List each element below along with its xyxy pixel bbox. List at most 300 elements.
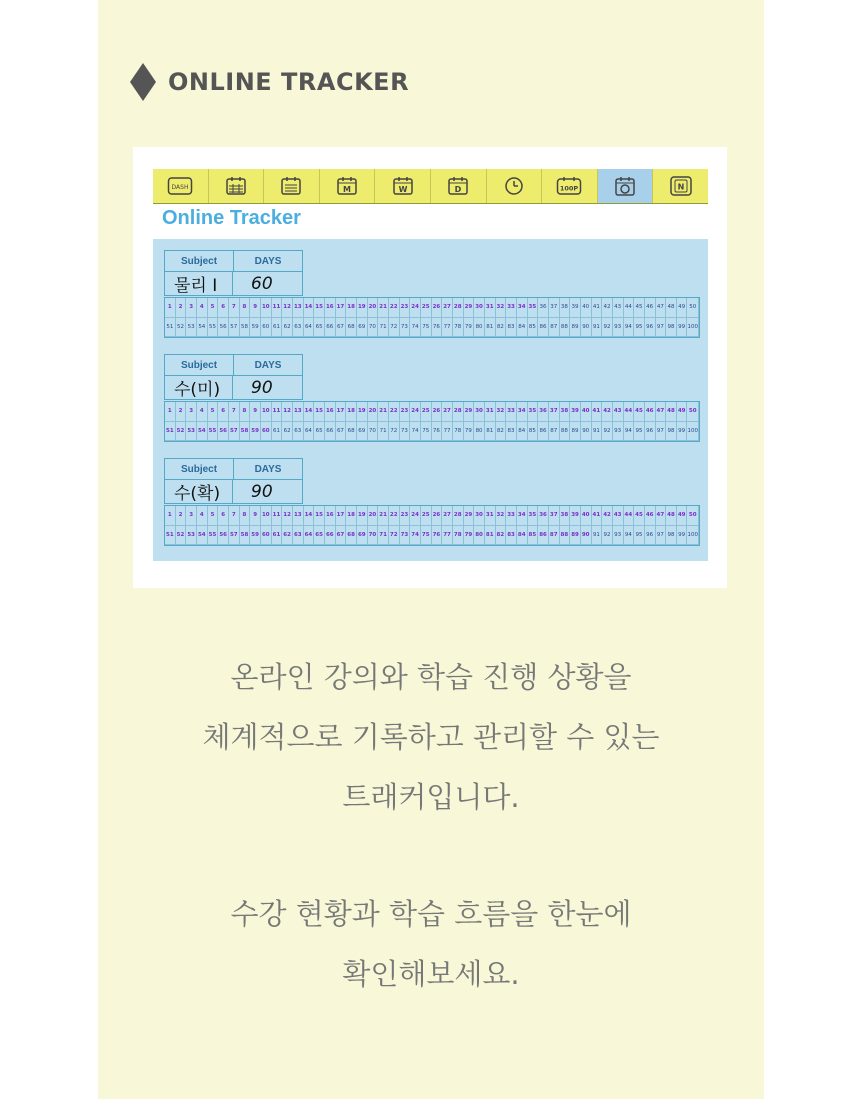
- day-cell-41[interactable]: 41: [592, 506, 603, 526]
- day-cell-72[interactable]: 72: [389, 422, 400, 442]
- day-cell-73[interactable]: 73: [400, 318, 411, 338]
- day-cell-66[interactable]: 66: [325, 318, 336, 338]
- day-cell-25[interactable]: 25: [421, 506, 432, 526]
- day-cell-93[interactable]: 93: [613, 526, 624, 546]
- day-cell-10[interactable]: 10: [261, 506, 272, 526]
- day-cell-22[interactable]: 22: [389, 506, 400, 526]
- day-cell-88[interactable]: 88: [560, 526, 571, 546]
- day-cell-16[interactable]: 16: [325, 298, 336, 318]
- day-cell-20[interactable]: 20: [368, 506, 379, 526]
- day-cell-3[interactable]: 3: [186, 402, 197, 422]
- day-cell-69[interactable]: 69: [357, 318, 368, 338]
- day-cell-17[interactable]: 17: [336, 298, 347, 318]
- day-cell-31[interactable]: 31: [485, 506, 496, 526]
- day-cell-20[interactable]: 20: [368, 298, 379, 318]
- day-cell-56[interactable]: 56: [218, 318, 229, 338]
- day-cell-68[interactable]: 68: [346, 318, 357, 338]
- day-cell-84[interactable]: 84: [517, 422, 528, 442]
- day-cell-12[interactable]: 12: [282, 402, 293, 422]
- day-cell-33[interactable]: 33: [506, 402, 517, 422]
- day-cell-54[interactable]: 54: [197, 318, 208, 338]
- day-cell-67[interactable]: 67: [336, 526, 347, 546]
- day-cell-28[interactable]: 28: [453, 506, 464, 526]
- day-cell-17[interactable]: 17: [336, 506, 347, 526]
- day-cell-38[interactable]: 38: [560, 506, 571, 526]
- day-cell-65[interactable]: 65: [314, 318, 325, 338]
- day-cell-78[interactable]: 78: [453, 318, 464, 338]
- day-cell-98[interactable]: 98: [666, 526, 677, 546]
- day-cell-2[interactable]: 2: [176, 402, 187, 422]
- tab-weekly[interactable]: [375, 169, 431, 203]
- day-cell-6[interactable]: 6: [218, 298, 229, 318]
- day-cell-39[interactable]: 39: [570, 402, 581, 422]
- day-cell-39[interactable]: 39: [570, 506, 581, 526]
- day-cell-34[interactable]: 34: [517, 298, 528, 318]
- day-cell-84[interactable]: 84: [517, 318, 528, 338]
- day-cell-35[interactable]: 35: [528, 298, 539, 318]
- day-cell-7[interactable]: 7: [229, 298, 240, 318]
- day-cell-85[interactable]: 85: [528, 422, 539, 442]
- day-cell-86[interactable]: 86: [538, 318, 549, 338]
- day-cell-27[interactable]: 27: [442, 506, 453, 526]
- day-cell-94[interactable]: 94: [624, 318, 635, 338]
- day-cell-55[interactable]: 55: [208, 318, 219, 338]
- day-cell-26[interactable]: 26: [432, 402, 443, 422]
- day-cell-24[interactable]: 24: [410, 402, 421, 422]
- day-cell-40[interactable]: 40: [581, 298, 592, 318]
- day-cell-64[interactable]: 64: [304, 318, 315, 338]
- day-cell-68[interactable]: 68: [346, 526, 357, 546]
- day-cell-55[interactable]: 55: [208, 422, 219, 442]
- day-cell-11[interactable]: 11: [272, 298, 283, 318]
- day-cell-75[interactable]: 75: [421, 422, 432, 442]
- day-cell-19[interactable]: 19: [357, 402, 368, 422]
- day-cell-58[interactable]: 58: [240, 422, 251, 442]
- day-cell-29[interactable]: 29: [464, 506, 475, 526]
- day-cell-27[interactable]: 27: [442, 402, 453, 422]
- day-cell-50[interactable]: 50: [687, 402, 699, 422]
- day-cell-20[interactable]: 20: [368, 402, 379, 422]
- day-cell-35[interactable]: 35: [528, 506, 539, 526]
- day-cell-6[interactable]: 6: [218, 402, 229, 422]
- day-cell-9[interactable]: 9: [250, 506, 261, 526]
- day-cell-18[interactable]: 18: [346, 298, 357, 318]
- day-cell-98[interactable]: 98: [666, 422, 677, 442]
- day-cell-99[interactable]: 99: [677, 318, 688, 338]
- day-cell-77[interactable]: 77: [442, 422, 453, 442]
- day-cell-36[interactable]: 36: [538, 298, 549, 318]
- day-cell-86[interactable]: 86: [538, 422, 549, 442]
- day-cell-71[interactable]: 71: [378, 422, 389, 442]
- day-cell-94[interactable]: 94: [624, 526, 635, 546]
- day-cell-33[interactable]: 33: [506, 506, 517, 526]
- day-cell-83[interactable]: 83: [506, 526, 517, 546]
- day-cell-49[interactable]: 49: [677, 298, 688, 318]
- day-cell-14[interactable]: 14: [304, 402, 315, 422]
- day-cell-80[interactable]: 80: [474, 318, 485, 338]
- day-cell-71[interactable]: 71: [378, 318, 389, 338]
- day-cell-56[interactable]: 56: [218, 422, 229, 442]
- day-cell-34[interactable]: 34: [517, 506, 528, 526]
- day-cell-9[interactable]: 9: [250, 402, 261, 422]
- day-cell-13[interactable]: 13: [293, 298, 304, 318]
- day-cell-46[interactable]: 46: [645, 506, 656, 526]
- tab-calendar-list[interactable]: [264, 169, 320, 203]
- day-cell-82[interactable]: 82: [496, 422, 507, 442]
- day-cell-83[interactable]: 83: [506, 318, 517, 338]
- day-cell-88[interactable]: 88: [560, 318, 571, 338]
- day-cell-29[interactable]: 29: [464, 298, 475, 318]
- day-cell-32[interactable]: 32: [496, 298, 507, 318]
- day-cell-53[interactable]: 53: [186, 526, 197, 546]
- day-cell-18[interactable]: 18: [346, 506, 357, 526]
- subject-days[interactable]: 90: [251, 481, 273, 502]
- day-cell-43[interactable]: 43: [613, 402, 624, 422]
- day-cell-23[interactable]: 23: [400, 506, 411, 526]
- day-cell-1[interactable]: 1: [165, 402, 176, 422]
- day-cell-51[interactable]: 51: [165, 422, 176, 442]
- day-cell-87[interactable]: 87: [549, 526, 560, 546]
- day-cell-64[interactable]: 64: [304, 422, 315, 442]
- day-cell-30[interactable]: 30: [474, 402, 485, 422]
- day-cell-65[interactable]: 65: [314, 422, 325, 442]
- day-cell-37[interactable]: 37: [549, 298, 560, 318]
- subject-name[interactable]: 물리 I: [165, 272, 233, 295]
- day-cell-92[interactable]: 92: [602, 422, 613, 442]
- day-cell-93[interactable]: 93: [613, 318, 624, 338]
- day-cell-8[interactable]: 8: [240, 298, 251, 318]
- day-cell-5[interactable]: 5: [208, 298, 219, 318]
- day-cell-56[interactable]: 56: [218, 526, 229, 546]
- day-cell-1[interactable]: 1: [165, 506, 176, 526]
- day-cell-82[interactable]: 82: [496, 318, 507, 338]
- day-cell-90[interactable]: 90: [581, 526, 592, 546]
- day-cell-96[interactable]: 96: [645, 526, 656, 546]
- day-cell-16[interactable]: 16: [325, 506, 336, 526]
- day-cell-44[interactable]: 44: [624, 402, 635, 422]
- day-cell-76[interactable]: 76: [432, 318, 443, 338]
- day-cell-59[interactable]: 59: [250, 422, 261, 442]
- day-cell-89[interactable]: 89: [570, 526, 581, 546]
- day-cell-53[interactable]: 53: [186, 422, 197, 442]
- day-cell-48[interactable]: 48: [666, 298, 677, 318]
- day-cell-59[interactable]: 59: [250, 318, 261, 338]
- day-cell-29[interactable]: 29: [464, 402, 475, 422]
- day-cell-59[interactable]: 59: [250, 526, 261, 546]
- day-cell-15[interactable]: 15: [314, 506, 325, 526]
- day-cell-74[interactable]: 74: [410, 526, 421, 546]
- day-cell-48[interactable]: 48: [666, 506, 677, 526]
- day-cell-28[interactable]: 28: [453, 402, 464, 422]
- day-cell-82[interactable]: 82: [496, 526, 507, 546]
- day-cell-58[interactable]: 58: [240, 318, 251, 338]
- day-cell-79[interactable]: 79: [464, 422, 475, 442]
- day-cell-75[interactable]: 75: [421, 318, 432, 338]
- day-cell-50[interactable]: 50: [687, 298, 699, 318]
- day-cell-35[interactable]: 35: [528, 402, 539, 422]
- day-cell-61[interactable]: 61: [272, 526, 283, 546]
- day-cell-38[interactable]: 38: [560, 402, 571, 422]
- day-cell-90[interactable]: 90: [581, 422, 592, 442]
- day-cell-15[interactable]: 15: [314, 402, 325, 422]
- day-cell-13[interactable]: 13: [293, 402, 304, 422]
- day-cell-81[interactable]: 81: [485, 526, 496, 546]
- day-cell-22[interactable]: 22: [389, 402, 400, 422]
- day-cell-80[interactable]: 80: [474, 526, 485, 546]
- day-cell-14[interactable]: 14: [304, 506, 315, 526]
- day-cell-45[interactable]: 45: [634, 506, 645, 526]
- day-cell-19[interactable]: 19: [357, 298, 368, 318]
- day-cell-41[interactable]: 41: [592, 298, 603, 318]
- day-cell-5[interactable]: 5: [208, 402, 219, 422]
- day-cell-68[interactable]: 68: [346, 422, 357, 442]
- subject-name[interactable]: 수(확): [165, 480, 233, 503]
- day-cell-52[interactable]: 52: [176, 526, 187, 546]
- day-cell-33[interactable]: 33: [506, 298, 517, 318]
- day-cell-16[interactable]: 16: [325, 402, 336, 422]
- day-cell-58[interactable]: 58: [240, 526, 251, 546]
- day-cell-46[interactable]: 46: [645, 402, 656, 422]
- day-cell-77[interactable]: 77: [442, 526, 453, 546]
- day-cell-78[interactable]: 78: [453, 422, 464, 442]
- day-cell-73[interactable]: 73: [400, 422, 411, 442]
- day-cell-13[interactable]: 13: [293, 506, 304, 526]
- day-cell-22[interactable]: 22: [389, 298, 400, 318]
- day-cell-30[interactable]: 30: [474, 298, 485, 318]
- day-cell-12[interactable]: 12: [282, 298, 293, 318]
- day-cell-95[interactable]: 95: [634, 318, 645, 338]
- day-cell-43[interactable]: 43: [613, 506, 624, 526]
- day-cell-37[interactable]: 37: [549, 402, 560, 422]
- day-cell-52[interactable]: 52: [176, 318, 187, 338]
- day-cell-67[interactable]: 67: [336, 318, 347, 338]
- day-cell-89[interactable]: 89: [570, 318, 581, 338]
- day-cell-40[interactable]: 40: [581, 402, 592, 422]
- day-cell-80[interactable]: 80: [474, 422, 485, 442]
- day-cell-8[interactable]: 8: [240, 402, 251, 422]
- day-cell-42[interactable]: 42: [602, 402, 613, 422]
- day-cell-96[interactable]: 96: [645, 318, 656, 338]
- day-cell-14[interactable]: 14: [304, 298, 315, 318]
- day-cell-77[interactable]: 77: [442, 318, 453, 338]
- day-cell-32[interactable]: 32: [496, 402, 507, 422]
- day-cell-51[interactable]: 51: [165, 526, 176, 546]
- day-cell-11[interactable]: 11: [272, 506, 283, 526]
- day-cell-74[interactable]: 74: [410, 318, 421, 338]
- day-cell-85[interactable]: 85: [528, 526, 539, 546]
- day-cell-76[interactable]: 76: [432, 422, 443, 442]
- day-cell-10[interactable]: 10: [261, 298, 272, 318]
- day-cell-72[interactable]: 72: [389, 526, 400, 546]
- day-cell-99[interactable]: 99: [677, 422, 688, 442]
- day-cell-31[interactable]: 31: [485, 402, 496, 422]
- day-cell-45[interactable]: 45: [634, 402, 645, 422]
- day-cell-8[interactable]: 8: [240, 506, 251, 526]
- day-cell-62[interactable]: 62: [282, 422, 293, 442]
- day-cell-15[interactable]: 15: [314, 298, 325, 318]
- day-cell-66[interactable]: 66: [325, 422, 336, 442]
- day-cell-100[interactable]: 100: [687, 526, 699, 546]
- subject-days[interactable]: 90: [251, 377, 273, 398]
- day-cell-2[interactable]: 2: [176, 506, 187, 526]
- day-cell-79[interactable]: 79: [464, 318, 475, 338]
- day-cell-18[interactable]: 18: [346, 402, 357, 422]
- day-cell-47[interactable]: 47: [656, 402, 667, 422]
- day-cell-61[interactable]: 61: [272, 318, 283, 338]
- day-cell-63[interactable]: 63: [293, 318, 304, 338]
- day-cell-44[interactable]: 44: [624, 506, 635, 526]
- day-cell-41[interactable]: 41: [592, 402, 603, 422]
- day-cell-92[interactable]: 92: [602, 318, 613, 338]
- day-cell-86[interactable]: 86: [538, 526, 549, 546]
- day-cell-79[interactable]: 79: [464, 526, 475, 546]
- day-cell-26[interactable]: 26: [432, 506, 443, 526]
- day-cell-70[interactable]: 70: [368, 318, 379, 338]
- subject-days[interactable]: 60: [251, 273, 273, 294]
- day-cell-21[interactable]: 21: [378, 506, 389, 526]
- day-cell-19[interactable]: 19: [357, 506, 368, 526]
- day-cell-100[interactable]: 100: [687, 422, 699, 442]
- day-cell-61[interactable]: 61: [272, 422, 283, 442]
- day-cell-28[interactable]: 28: [453, 298, 464, 318]
- day-cell-62[interactable]: 62: [282, 526, 293, 546]
- day-cell-97[interactable]: 97: [656, 422, 667, 442]
- day-cell-30[interactable]: 30: [474, 506, 485, 526]
- day-cell-6[interactable]: 6: [218, 506, 229, 526]
- day-cell-23[interactable]: 23: [400, 298, 411, 318]
- tab-calendar-grid[interactable]: [209, 169, 265, 203]
- day-cell-64[interactable]: 64: [304, 526, 315, 546]
- day-cell-88[interactable]: 88: [560, 422, 571, 442]
- day-cell-49[interactable]: 49: [677, 402, 688, 422]
- day-cell-62[interactable]: 62: [282, 318, 293, 338]
- day-cell-31[interactable]: 31: [485, 298, 496, 318]
- day-cell-55[interactable]: 55: [208, 526, 219, 546]
- day-cell-67[interactable]: 67: [336, 422, 347, 442]
- day-cell-75[interactable]: 75: [421, 526, 432, 546]
- day-cell-27[interactable]: 27: [442, 298, 453, 318]
- day-cell-57[interactable]: 57: [229, 318, 240, 338]
- day-cell-47[interactable]: 47: [656, 298, 667, 318]
- day-cell-63[interactable]: 63: [293, 422, 304, 442]
- day-cell-98[interactable]: 98: [666, 318, 677, 338]
- day-cell-94[interactable]: 94: [624, 422, 635, 442]
- day-cell-4[interactable]: 4: [197, 402, 208, 422]
- day-cell-39[interactable]: 39: [570, 298, 581, 318]
- day-cell-46[interactable]: 46: [645, 298, 656, 318]
- day-cell-73[interactable]: 73: [400, 526, 411, 546]
- day-cell-93[interactable]: 93: [613, 422, 624, 442]
- day-cell-49[interactable]: 49: [677, 506, 688, 526]
- day-cell-37[interactable]: 37: [549, 506, 560, 526]
- day-cell-12[interactable]: 12: [282, 506, 293, 526]
- day-cell-54[interactable]: 54: [197, 422, 208, 442]
- tab-online-tracker[interactable]: [598, 169, 654, 203]
- day-cell-34[interactable]: 34: [517, 402, 528, 422]
- day-cell-70[interactable]: 70: [368, 526, 379, 546]
- day-cell-97[interactable]: 97: [656, 318, 667, 338]
- day-cell-100[interactable]: 100: [687, 318, 699, 338]
- day-cell-9[interactable]: 9: [250, 298, 261, 318]
- day-cell-60[interactable]: 60: [261, 318, 272, 338]
- day-cell-7[interactable]: 7: [229, 402, 240, 422]
- day-cell-4[interactable]: 4: [197, 298, 208, 318]
- tab-hundred-pages[interactable]: [542, 169, 598, 203]
- day-cell-42[interactable]: 42: [602, 506, 613, 526]
- day-cell-89[interactable]: 89: [570, 422, 581, 442]
- day-cell-96[interactable]: 96: [645, 422, 656, 442]
- day-cell-72[interactable]: 72: [389, 318, 400, 338]
- day-cell-23[interactable]: 23: [400, 402, 411, 422]
- day-cell-21[interactable]: 21: [378, 298, 389, 318]
- day-cell-99[interactable]: 99: [677, 526, 688, 546]
- day-cell-40[interactable]: 40: [581, 506, 592, 526]
- day-cell-54[interactable]: 54: [197, 526, 208, 546]
- day-cell-57[interactable]: 57: [229, 422, 240, 442]
- day-cell-38[interactable]: 38: [560, 298, 571, 318]
- day-cell-97[interactable]: 97: [656, 526, 667, 546]
- day-cell-26[interactable]: 26: [432, 298, 443, 318]
- day-cell-57[interactable]: 57: [229, 526, 240, 546]
- day-cell-36[interactable]: 36: [538, 506, 549, 526]
- day-cell-25[interactable]: 25: [421, 298, 432, 318]
- day-cell-17[interactable]: 17: [336, 402, 347, 422]
- day-cell-3[interactable]: 3: [186, 298, 197, 318]
- day-cell-43[interactable]: 43: [613, 298, 624, 318]
- day-cell-69[interactable]: 69: [357, 526, 368, 546]
- day-cell-11[interactable]: 11: [272, 402, 283, 422]
- day-cell-51[interactable]: 51: [165, 318, 176, 338]
- day-cell-76[interactable]: 76: [432, 526, 443, 546]
- day-cell-7[interactable]: 7: [229, 506, 240, 526]
- day-cell-50[interactable]: 50: [687, 506, 699, 526]
- day-cell-81[interactable]: 81: [485, 422, 496, 442]
- day-cell-63[interactable]: 63: [293, 526, 304, 546]
- day-cell-65[interactable]: 65: [314, 526, 325, 546]
- day-cell-24[interactable]: 24: [410, 298, 421, 318]
- day-cell-78[interactable]: 78: [453, 526, 464, 546]
- day-cell-32[interactable]: 32: [496, 506, 507, 526]
- day-cell-91[interactable]: 91: [592, 422, 603, 442]
- day-cell-47[interactable]: 47: [656, 506, 667, 526]
- day-cell-36[interactable]: 36: [538, 402, 549, 422]
- day-cell-85[interactable]: 85: [528, 318, 539, 338]
- day-cell-87[interactable]: 87: [549, 422, 560, 442]
- day-cell-5[interactable]: 5: [208, 506, 219, 526]
- day-cell-21[interactable]: 21: [378, 402, 389, 422]
- day-cell-24[interactable]: 24: [410, 506, 421, 526]
- day-cell-60[interactable]: 60: [261, 422, 272, 442]
- day-cell-44[interactable]: 44: [624, 298, 635, 318]
- day-cell-95[interactable]: 95: [634, 422, 645, 442]
- day-cell-74[interactable]: 74: [410, 422, 421, 442]
- day-cell-84[interactable]: 84: [517, 526, 528, 546]
- day-cell-45[interactable]: 45: [634, 298, 645, 318]
- day-cell-53[interactable]: 53: [186, 318, 197, 338]
- tab-notebook[interactable]: [653, 169, 708, 203]
- day-cell-52[interactable]: 52: [176, 422, 187, 442]
- day-cell-83[interactable]: 83: [506, 422, 517, 442]
- day-cell-3[interactable]: 3: [186, 506, 197, 526]
- tab-dashboard[interactable]: [153, 169, 209, 203]
- day-cell-87[interactable]: 87: [549, 318, 560, 338]
- day-cell-4[interactable]: 4: [197, 506, 208, 526]
- day-cell-66[interactable]: 66: [325, 526, 336, 546]
- day-cell-71[interactable]: 71: [378, 526, 389, 546]
- day-cell-42[interactable]: 42: [602, 298, 613, 318]
- tab-monthly[interactable]: [320, 169, 376, 203]
- day-cell-10[interactable]: 10: [261, 402, 272, 422]
